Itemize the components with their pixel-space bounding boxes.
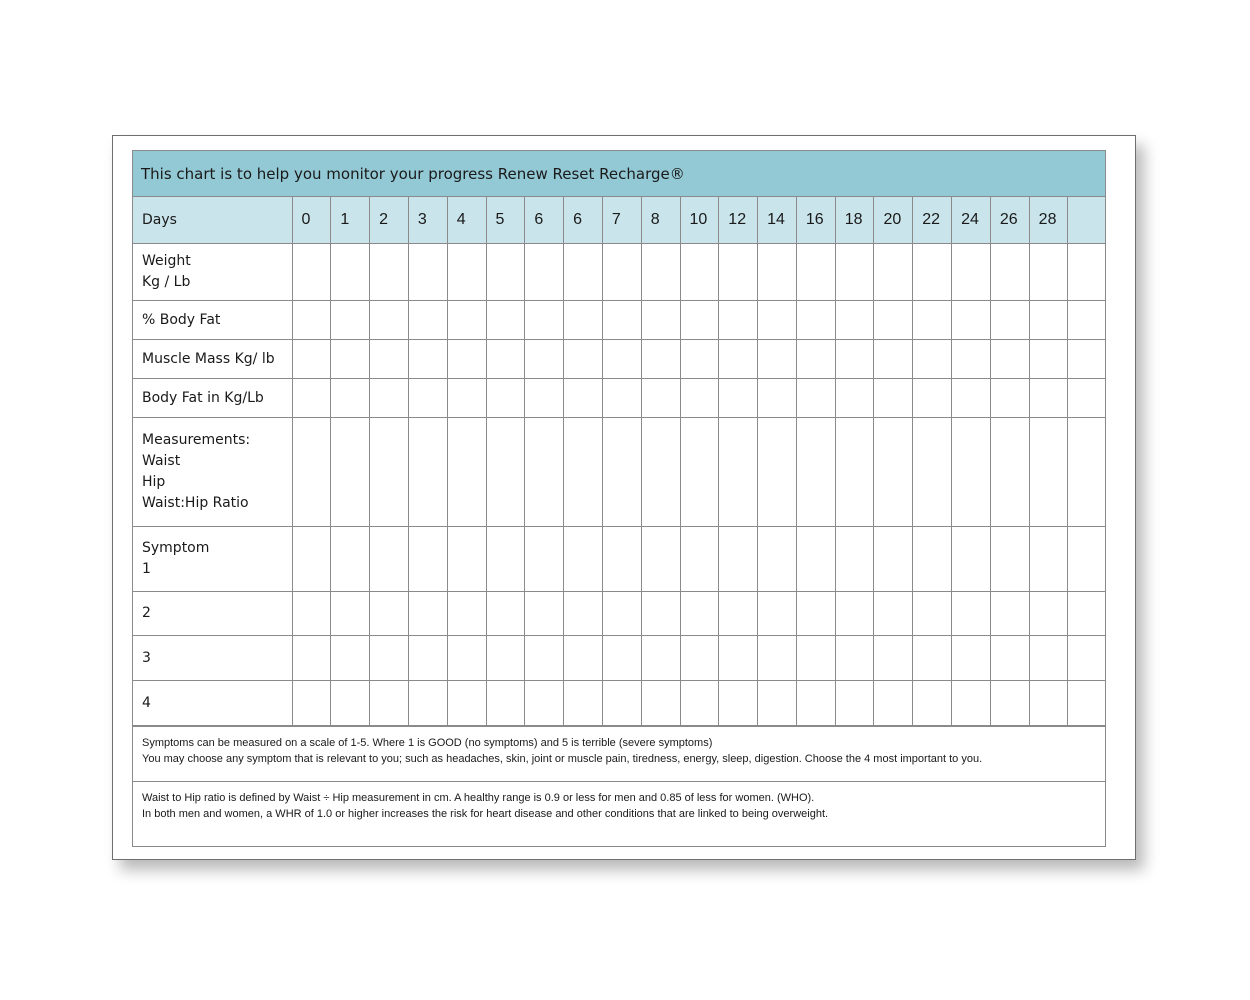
entry-cell[interactable]	[370, 244, 409, 301]
entry-cell[interactable]	[874, 418, 913, 527]
entry-cell[interactable]	[408, 301, 447, 340]
entry-cell[interactable]	[641, 681, 680, 726]
entry-cell[interactable]	[913, 636, 952, 681]
entry-cell[interactable]	[835, 379, 874, 418]
entry-cell[interactable]	[913, 340, 952, 379]
entry-cell[interactable]	[680, 681, 719, 726]
entry-cell[interactable]	[602, 301, 641, 340]
day-header-cell: 20	[874, 197, 913, 244]
entry-cell[interactable]	[1068, 418, 1106, 527]
entry-cell[interactable]	[835, 244, 874, 301]
entry-cell[interactable]	[796, 244, 835, 301]
entry-cell[interactable]	[719, 244, 758, 301]
entry-cell[interactable]	[990, 527, 1029, 592]
table-row	[133, 418, 1106, 527]
waist-hip-note-line-1: Waist to Hip ratio is defined by Waist ÷ Hip measurement in cm. A healthy range is 0.9 or less for men and 0.85 of less for women. (WHO).	[142, 792, 815, 804]
entry-cell[interactable]	[408, 244, 447, 301]
entry-cell[interactable]	[564, 527, 603, 592]
table-row	[133, 301, 1106, 340]
entry-cell[interactable]	[331, 244, 370, 301]
entry-cell[interactable]	[835, 636, 874, 681]
entry-cell[interactable]	[564, 636, 603, 681]
entry-cell[interactable]	[486, 418, 525, 527]
row-label-line: Muscle Mass Kg/ lb	[142, 350, 275, 367]
entry-cell[interactable]	[292, 592, 331, 636]
entry-cell[interactable]	[680, 340, 719, 379]
entry-cell[interactable]	[486, 301, 525, 340]
entry-cell[interactable]	[447, 301, 486, 340]
entry-cell[interactable]	[564, 340, 603, 379]
day-header-cell: 6	[525, 197, 564, 244]
entry-cell[interactable]	[525, 379, 564, 418]
entry-cell[interactable]	[602, 527, 641, 592]
entry-cell[interactable]	[913, 681, 952, 726]
entry-cell[interactable]	[680, 301, 719, 340]
entry-cell[interactable]	[680, 418, 719, 527]
entry-cell[interactable]	[874, 301, 913, 340]
entry-cell[interactable]	[292, 340, 331, 379]
day-header-cell: 3	[408, 197, 447, 244]
entry-cell[interactable]	[292, 527, 331, 592]
entry-cell[interactable]	[525, 681, 564, 726]
entry-cell[interactable]	[835, 681, 874, 726]
entry-cell[interactable]	[447, 379, 486, 418]
entry-cell[interactable]	[564, 244, 603, 301]
tracking-table	[133, 197, 1106, 726]
entry-cell[interactable]	[331, 636, 370, 681]
entry-cell[interactable]	[641, 244, 680, 301]
entry-cell[interactable]	[758, 301, 797, 340]
entry-cell[interactable]	[1029, 636, 1068, 681]
entry-cell[interactable]	[602, 681, 641, 726]
row-label-line: Waist	[142, 453, 181, 469]
entry-cell[interactable]	[913, 301, 952, 340]
entry-cell[interactable]	[719, 379, 758, 418]
entry-cell[interactable]	[719, 527, 758, 592]
entry-cell[interactable]	[835, 418, 874, 527]
entry-cell[interactable]	[1029, 418, 1068, 527]
row-label	[133, 340, 292, 379]
entry-cell[interactable]	[874, 527, 913, 592]
entry-cell[interactable]	[525, 301, 564, 340]
table-row	[133, 681, 1106, 726]
day-header-cell	[1068, 197, 1106, 244]
entry-cell[interactable]	[602, 418, 641, 527]
entry-cell[interactable]	[835, 340, 874, 379]
entry-cell[interactable]	[525, 244, 564, 301]
day-header-cell: 24	[952, 197, 991, 244]
entry-cell[interactable]	[1068, 681, 1106, 726]
entry-cell[interactable]	[990, 592, 1029, 636]
entry-cell[interactable]	[331, 301, 370, 340]
entry-cell[interactable]	[990, 379, 1029, 418]
table-row	[133, 636, 1106, 681]
entry-cell[interactable]	[796, 340, 835, 379]
entry-cell[interactable]	[331, 681, 370, 726]
day-header-cell: 10	[680, 197, 719, 244]
entry-cell[interactable]	[447, 636, 486, 681]
day-header-cell: 0	[292, 197, 331, 244]
waist-hip-note	[133, 781, 1105, 830]
entry-cell[interactable]	[796, 681, 835, 726]
entry-cell[interactable]	[564, 418, 603, 527]
progress-chart-sheet	[112, 135, 1136, 860]
entry-cell[interactable]	[874, 636, 913, 681]
symptoms-note	[133, 726, 1105, 781]
entry-cell[interactable]	[758, 527, 797, 592]
row-label	[133, 418, 292, 527]
entry-cell[interactable]	[370, 681, 409, 726]
days-label: Days	[133, 197, 292, 244]
entry-cell[interactable]	[952, 244, 991, 301]
entry-cell[interactable]	[680, 379, 719, 418]
entry-cell[interactable]	[913, 379, 952, 418]
entry-cell[interactable]	[447, 527, 486, 592]
entry-cell[interactable]	[486, 244, 525, 301]
entry-cell[interactable]	[1068, 340, 1106, 379]
day-header-cell: 18	[835, 197, 874, 244]
entry-cell[interactable]	[641, 592, 680, 636]
entry-cell[interactable]	[758, 592, 797, 636]
entry-cell[interactable]	[331, 527, 370, 592]
entry-cell[interactable]	[602, 379, 641, 418]
row-label	[133, 592, 292, 636]
entry-cell[interactable]	[758, 418, 797, 527]
day-header-cell: 14	[758, 197, 797, 244]
entry-cell[interactable]	[990, 418, 1029, 527]
entry-cell[interactable]	[952, 379, 991, 418]
table-row	[133, 244, 1106, 301]
entry-cell[interactable]	[370, 379, 409, 418]
entry-cell[interactable]	[1029, 340, 1068, 379]
entry-cell[interactable]	[564, 379, 603, 418]
row-label	[133, 681, 292, 726]
entry-cell[interactable]	[370, 418, 409, 527]
entry-cell[interactable]	[1068, 527, 1106, 592]
entry-cell[interactable]	[952, 592, 991, 636]
entry-cell[interactable]	[486, 636, 525, 681]
entry-cell[interactable]	[952, 418, 991, 527]
day-header-cell: 5	[486, 197, 525, 244]
entry-cell[interactable]	[525, 340, 564, 379]
entry-cell[interactable]	[486, 379, 525, 418]
entry-cell[interactable]	[719, 418, 758, 527]
entry-cell[interactable]	[835, 301, 874, 340]
entry-cell[interactable]	[292, 244, 331, 301]
entry-cell[interactable]	[990, 301, 1029, 340]
entry-cell[interactable]	[602, 592, 641, 636]
entry-cell[interactable]	[331, 418, 370, 527]
row-label	[133, 636, 292, 681]
day-header-cell: 12	[719, 197, 758, 244]
entry-cell[interactable]	[525, 636, 564, 681]
entry-cell[interactable]	[719, 681, 758, 726]
entry-cell[interactable]	[447, 681, 486, 726]
entry-cell[interactable]	[952, 301, 991, 340]
day-header-cell: 16	[796, 197, 835, 244]
entry-cell[interactable]	[525, 418, 564, 527]
entry-cell[interactable]	[408, 527, 447, 592]
entry-cell[interactable]	[370, 301, 409, 340]
days-header-row	[133, 197, 1106, 244]
entry-cell[interactable]	[796, 418, 835, 527]
row-label-line: Waist:Hip Ratio	[142, 495, 249, 511]
entry-cell[interactable]	[292, 636, 331, 681]
row-label-line: Hip	[142, 474, 166, 490]
row-label-line: Kg / Lb	[142, 274, 191, 290]
entry-cell[interactable]	[1029, 244, 1068, 301]
table-row	[133, 379, 1106, 418]
day-header-cell: 28	[1029, 197, 1068, 244]
day-header-cell: 4	[447, 197, 486, 244]
row-label	[133, 301, 292, 340]
entry-cell[interactable]	[408, 592, 447, 636]
entry-cell[interactable]	[641, 636, 680, 681]
entry-cell[interactable]	[331, 379, 370, 418]
entry-cell[interactable]	[952, 527, 991, 592]
entry-cell[interactable]	[680, 527, 719, 592]
entry-cell[interactable]	[564, 592, 603, 636]
table-row	[133, 340, 1106, 379]
entry-cell[interactable]	[758, 681, 797, 726]
row-label-line: Weight	[142, 253, 191, 269]
entry-cell[interactable]	[874, 340, 913, 379]
entry-cell[interactable]	[408, 418, 447, 527]
row-label-line: 1	[142, 561, 151, 577]
row-label-line: Measurements:	[142, 432, 251, 448]
entry-cell[interactable]	[602, 636, 641, 681]
entry-cell[interactable]	[1029, 527, 1068, 592]
entry-cell[interactable]	[292, 379, 331, 418]
entry-cell[interactable]	[447, 340, 486, 379]
entry-cell[interactable]	[447, 592, 486, 636]
entry-cell[interactable]	[990, 636, 1029, 681]
day-header-cell: 6	[564, 197, 603, 244]
entry-cell[interactable]	[913, 244, 952, 301]
entry-cell[interactable]	[602, 244, 641, 301]
entry-cell[interactable]	[408, 681, 447, 726]
entry-cell[interactable]	[913, 527, 952, 592]
entry-cell[interactable]	[1029, 681, 1068, 726]
entry-cell[interactable]	[874, 592, 913, 636]
entry-cell[interactable]	[990, 340, 1029, 379]
entry-cell[interactable]	[796, 592, 835, 636]
progress-chart	[132, 150, 1106, 847]
entry-cell[interactable]	[796, 636, 835, 681]
entry-cell[interactable]	[796, 379, 835, 418]
table-row	[133, 592, 1106, 636]
entry-cell[interactable]	[874, 244, 913, 301]
entry-cell[interactable]	[486, 592, 525, 636]
entry-cell[interactable]	[758, 340, 797, 379]
entry-cell[interactable]	[758, 379, 797, 418]
entry-cell[interactable]	[1068, 244, 1106, 301]
day-header-cell: 22	[913, 197, 952, 244]
entry-cell[interactable]	[719, 592, 758, 636]
waist-hip-note-line-2: In both men and women, a WHR of 1.0 or higher increases the risk for heart disease and other conditions that are linked to being overweight.	[142, 808, 829, 820]
entry-cell[interactable]	[680, 592, 719, 636]
entry-cell[interactable]	[602, 340, 641, 379]
entry-cell[interactable]	[447, 244, 486, 301]
entry-cell[interactable]	[370, 592, 409, 636]
entry-cell[interactable]	[796, 527, 835, 592]
day-header-cell: 2	[370, 197, 409, 244]
chart-title: This chart is to help you monitor your progress Renew Reset Recharge®	[141, 164, 685, 183]
table-row	[133, 527, 1106, 592]
entry-cell[interactable]	[486, 681, 525, 726]
entry-cell[interactable]	[835, 592, 874, 636]
row-label	[133, 379, 292, 418]
row-label-line: 3	[142, 649, 151, 666]
entry-cell[interactable]	[447, 418, 486, 527]
day-header-cell: 1	[331, 197, 370, 244]
entry-cell[interactable]	[874, 379, 913, 418]
entry-cell[interactable]	[486, 340, 525, 379]
entry-cell[interactable]	[719, 340, 758, 379]
row-label-line: Body Fat in Kg/Lb	[142, 389, 264, 406]
entry-cell[interactable]	[874, 681, 913, 726]
chart-title-bar	[133, 151, 1105, 197]
row-label-line: 4	[142, 694, 151, 711]
row-label	[133, 244, 292, 301]
entry-cell[interactable]	[1029, 301, 1068, 340]
entry-cell[interactable]	[758, 244, 797, 301]
entry-cell[interactable]	[331, 592, 370, 636]
entry-cell[interactable]	[370, 340, 409, 379]
entry-cell[interactable]	[1068, 379, 1106, 418]
entry-cell[interactable]	[1068, 301, 1106, 340]
entry-cell[interactable]	[641, 301, 680, 340]
entry-cell[interactable]	[952, 636, 991, 681]
entry-cell[interactable]	[952, 681, 991, 726]
day-header-cell: 8	[641, 197, 680, 244]
row-label-line: 2	[142, 605, 151, 621]
row-label-line: Symptom	[142, 540, 210, 556]
symptoms-note-line-2: You may choose any symptom that is relevant to you; such as headaches, skin, joint or muscle pain, tiredness, energy, sleep, digestion. Choose the 4 most important to you.	[142, 753, 983, 765]
entry-cell[interactable]	[719, 636, 758, 681]
entry-cell[interactable]	[758, 636, 797, 681]
entry-cell[interactable]	[1068, 636, 1106, 681]
symptoms-note-line-1: Symptoms can be measured on a scale of 1-5. Where 1 is GOOD (no symptoms) and 5 is terrible (severe symptoms)	[142, 737, 713, 749]
entry-cell[interactable]	[370, 636, 409, 681]
entry-cell[interactable]	[990, 244, 1029, 301]
entry-cell[interactable]	[952, 340, 991, 379]
entry-cell[interactable]	[835, 527, 874, 592]
entry-cell[interactable]	[990, 681, 1029, 726]
entry-cell[interactable]	[1029, 592, 1068, 636]
entry-cell[interactable]	[1029, 379, 1068, 418]
entry-cell[interactable]	[292, 301, 331, 340]
entry-cell[interactable]	[408, 340, 447, 379]
entry-cell[interactable]	[641, 418, 680, 527]
entry-cell[interactable]	[525, 527, 564, 592]
entry-cell[interactable]	[408, 636, 447, 681]
entry-cell[interactable]	[564, 301, 603, 340]
entry-cell[interactable]	[913, 418, 952, 527]
entry-cell[interactable]	[680, 636, 719, 681]
day-header-cell: 7	[602, 197, 641, 244]
entry-cell[interactable]	[564, 681, 603, 726]
row-label	[133, 527, 292, 592]
entry-cell[interactable]	[719, 301, 758, 340]
entry-cell[interactable]	[292, 418, 331, 527]
entry-cell[interactable]	[641, 527, 680, 592]
day-header-cell: 26	[990, 197, 1029, 244]
entry-cell[interactable]	[641, 379, 680, 418]
entry-cell[interactable]	[331, 340, 370, 379]
entry-cell[interactable]	[486, 527, 525, 592]
entry-cell[interactable]	[292, 681, 331, 726]
row-label-line: % Body Fat	[142, 311, 221, 328]
entry-cell[interactable]	[913, 592, 952, 636]
entry-cell[interactable]	[641, 340, 680, 379]
entry-cell[interactable]	[1068, 592, 1106, 636]
entry-cell[interactable]	[796, 301, 835, 340]
entry-cell[interactable]	[525, 592, 564, 636]
entry-cell[interactable]	[370, 527, 409, 592]
entry-cell[interactable]	[680, 244, 719, 301]
entry-cell[interactable]	[408, 379, 447, 418]
